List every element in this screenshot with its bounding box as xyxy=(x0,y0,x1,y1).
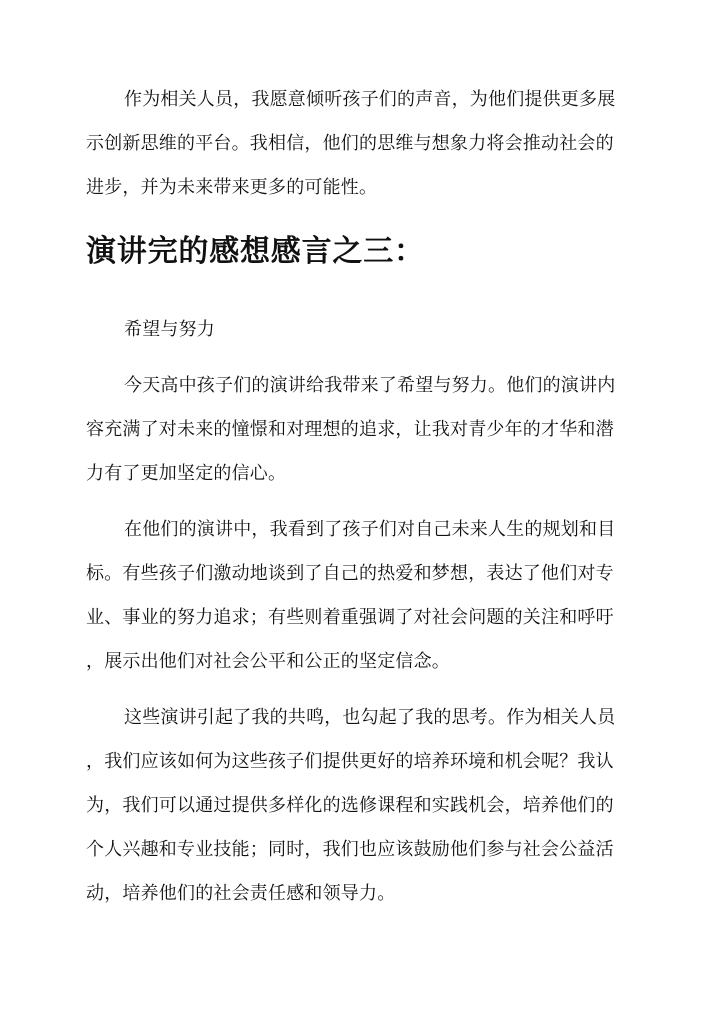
text-line: 业、事业的努力追求；有些则着重强调了对社会问题的关注和呼吁 xyxy=(86,607,614,628)
text-line: 标。有些孩子们激动地谈到了自己的热爱和梦想，表达了他们对专 xyxy=(86,563,614,584)
text-line: 个人兴趣和专业技能；同时，我们也应该鼓励他们参与社会公益活 xyxy=(86,839,614,860)
text-line: 在他们的演讲中，我看到了孩子们对自己未来人生的规划和目 xyxy=(124,519,616,540)
text-line: 示创新思维的平台。我相信，他们的思维与想象力将会推动社会的 xyxy=(86,133,614,154)
text-line: 容充满了对未来的憧憬和对理想的追求，让我对青少年的才华和潜 xyxy=(86,419,614,440)
text-line: ，我们应该如何为这些孩子们提供更好的培养环境和机会呢？我认 xyxy=(86,751,614,772)
text-line: 进步，并为未来带来更多的可能性。 xyxy=(86,177,378,198)
text-line: ，展示出他们对社会公平和公正的坚定信念。 xyxy=(86,651,450,672)
text-line: 力有了更加坚定的信心。 xyxy=(86,463,287,484)
subtitle-text: 希望与努力 xyxy=(124,319,215,340)
text-line: 今天高中孩子们的演讲给我带来了希望与努力。他们的演讲内 xyxy=(124,375,616,396)
text-line: 为，我们可以通过提供多样化的选修课程和实践机会，培养他们的 xyxy=(86,795,614,816)
text-line: 这些演讲引起了我的共鸣，也勾起了我的思考。作为相关人员 xyxy=(124,707,616,728)
text-line: 作为相关人员，我愿意倾听孩子们的声音，为他们提供更多展 xyxy=(124,89,616,110)
text-line: 动，培养他们的社会责任感和领导力。 xyxy=(86,883,396,904)
section-title: 演讲完的感想感言之三： xyxy=(86,234,425,269)
